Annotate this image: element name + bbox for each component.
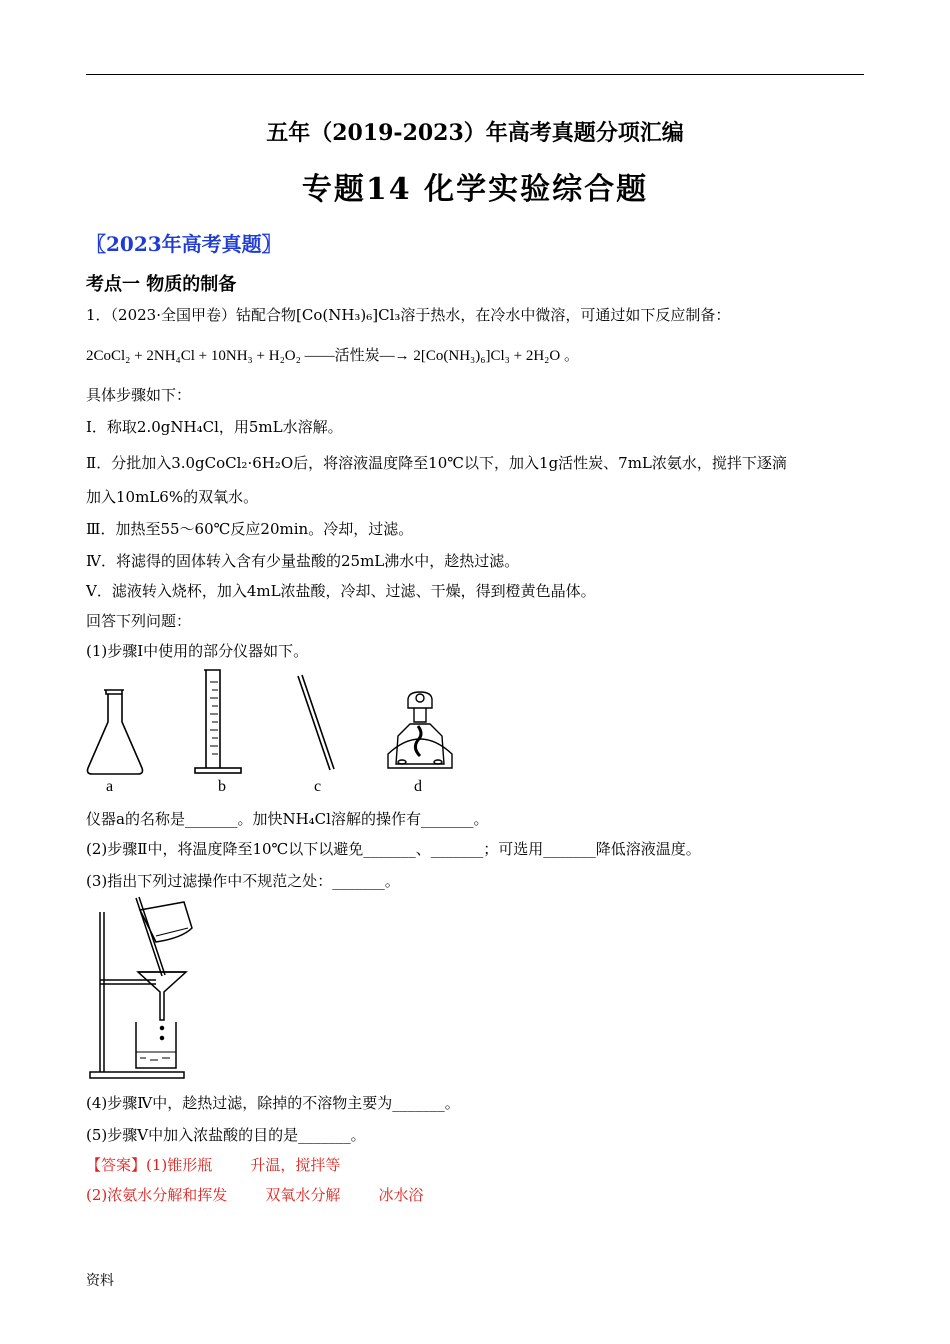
section-heading: 〖2023年高考真题〗 — [86, 232, 282, 256]
step-2b: 加入10mL6%的双氧水。 — [86, 488, 259, 506]
step-2a: Ⅱ．分批加入3.0gCoCl₂·6H₂O后，将溶液温度降至10℃以下，加入1g活性炭、7mL浓氨水，搅拌下逐滴 — [86, 454, 787, 472]
question-intro: 1．（2023·全国甲卷）钴配合物[Co(NH₃)₆]Cl₃溶于热水，在冷水中微溶，可通过如下反应制备： — [86, 306, 731, 324]
answer-prompt: 回答下列问题： — [86, 612, 192, 630]
top-rule — [86, 74, 864, 75]
label-b: b — [218, 778, 226, 795]
answer-line-2: (2)浓氨水分解和挥发 双氧水分解 冰水浴 — [86, 1186, 424, 1204]
footer-label: 资料 — [86, 1273, 114, 1289]
page-subtitle: 专题14 化学实验综合题 — [301, 172, 649, 207]
filtration-figure — [86, 892, 206, 1082]
step-5: Ⅴ．滤液转入烧杯，加入4mL浓盐酸，冷却、过滤、干燥，得到橙黄色晶体。 — [86, 582, 596, 600]
glass-rod-icon — [298, 675, 334, 770]
conical-flask-icon — [88, 690, 143, 774]
topic-heading: 考点一 物质的制备 — [86, 274, 237, 295]
question-2: (2)步骤Ⅱ中，将温度降至10℃以下以避免_______、_______；可选用_______降低溶液温度。 — [86, 840, 701, 858]
step-4: Ⅳ．将滤得的固体转入含有少量盐酸的25mL沸水中，趁热过滤。 — [86, 552, 520, 570]
alcohol-lamp-icon — [388, 692, 452, 768]
question-5: (5)步骤Ⅴ中加入浓盐酸的目的是_______。 — [86, 1126, 366, 1144]
page-title: 五年（2019-2023）年高考真题分项汇编 — [266, 120, 684, 146]
steps-heading: 具体步骤如下： — [86, 386, 192, 404]
answer-tag: 【答案】 — [86, 1156, 147, 1174]
question-4: (4)步骤Ⅳ中，趁热过滤，除掉的不溶物主要为_______。 — [86, 1094, 460, 1112]
question-1b: 仪器a的名称是_______。加快NH₄Cl溶解的操作有_______。 — [86, 810, 489, 828]
question-3: (3)指出下列过滤操作中不规范之处：_______。 — [86, 872, 400, 890]
answer-line-1 — [86, 1154, 340, 1175]
answer-1-text: (1)锥形瓶 升温，搅拌等 — [146, 1156, 341, 1174]
graduated-cylinder-icon — [195, 670, 241, 773]
label-d: d — [414, 778, 422, 795]
step-1: Ⅰ．称取2.0gNH₄Cl，用5mL水溶解。 — [86, 418, 343, 436]
label-c: c — [314, 778, 322, 795]
step-3: Ⅲ．加热至55～60℃反应20min。冷却，过滤。 — [86, 520, 414, 538]
apparatus-figure — [80, 664, 460, 799]
question-1: (1)步骤Ⅰ中使用的部分仪器如下。 — [86, 642, 309, 660]
label-a: a — [106, 778, 114, 795]
reaction-equation: 2CoCl₂ + 2NH₄Cl + 10NH₃ + H₂O₂ ——活性炭—→ 2[Co(NH₃)₆]Cl₃ + 2H₂O 。 — [86, 348, 579, 364]
